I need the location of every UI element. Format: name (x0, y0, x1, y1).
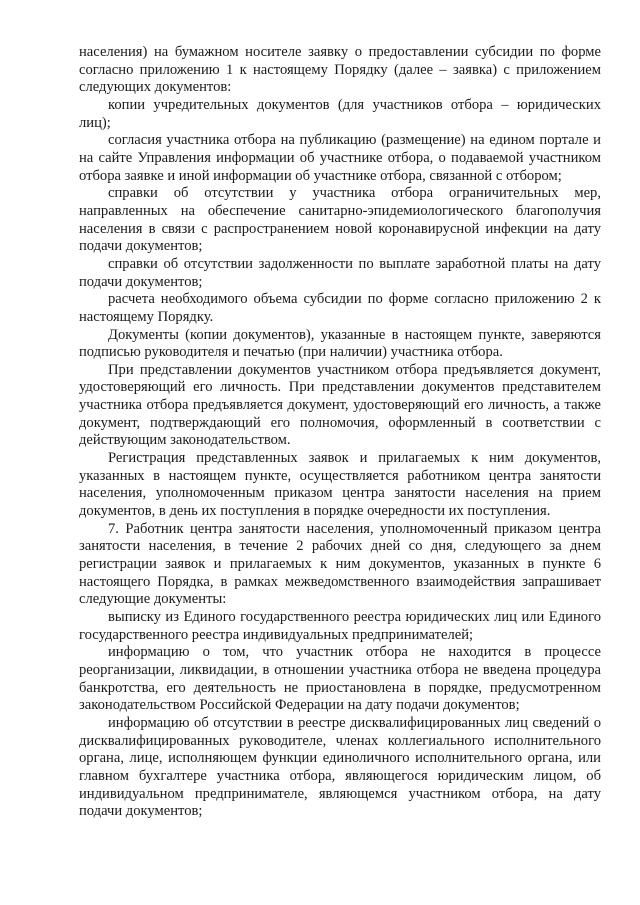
paragraph-12: информацию о том, что участник отбора не находится в процессе реорганизации, ликвидации, в отношении участника отбора не введена процедура банкротства, его деятельность не приостановлена в порядке, предусмотренном законодательством Российской Федерации на дату подачи документов; (79, 644, 601, 714)
paragraph-4: справки об отсутствии у участника отбора ограничительных мер, направленных на обеспечение санитарно-эпидемиологического благополучия населения в связи с распространением новой коронавирусной инфекции на дату подачи документов; (79, 185, 601, 255)
paragraph-8: При представлении документов участником отбора предъявляется документ, удостоверяющий его личность. При представлении документов представителем участника отбора предъявляется документ, удостоверяющий его личность, а также документ, подтверждающий его полномочия, оформленный в соответствии с действующим законодательством. (79, 361, 601, 449)
document-page (79, 44, 601, 821)
paragraph-9: Регистрация представленных заявок и прилагаемых к ним документов, указанных в настоящем пункте, осуществляется работником центра занятости населения, уполномоченным приказом центра занятости населения на прием документов, в день их поступления в порядке очередности их поступления. (79, 450, 601, 520)
paragraph-11: выписку из Единого государственного реестра юридических лиц или Единого государственного реестра индивидуальных предпринимателей; (79, 609, 601, 643)
paragraph-7: Документы (копии документов), указанные в настоящем пункте, заверяются подписью руководителя и печатью (при наличии) участника отбора. (79, 326, 601, 361)
paragraph-1: населения) на бумажном носителе заявку о предоставлении субсидии по форме согласно приложению 1 к настоящему Порядку (далее – заявка) с приложением следующих документов: (79, 44, 601, 96)
paragraph-5: справки об отсутствии задолженности по выплате заработной платы на дату подачи документов; (79, 255, 601, 290)
paragraph-13: информацию об отсутствии в реестре дисквалифицированных лиц сведений о дисквалифицированных руководителе, членах коллегиального исполнительного органа, лице, исполняющем функции единоличного исполнительного органа, или главном бухгалтере участника отбора, являющегося юридическим лицом, об индивидуальном предпринимателе, являющемся участником отбора, на дату подачи документов; (79, 714, 601, 820)
paragraph-3: согласия участника отбора на публикацию (размещение) на едином портале и на сайте Управления информации об участнике отбора, о подаваемой участником отбора заявке и иной информации об участнике отбора, связанной с отбором; (79, 132, 601, 184)
paragraph-10: 7. Работник центра занятости населения, уполномоченный приказом центра занятости населения, в течение 2 рабочих дней со дня, следующего за днем регистрации заявок и прилагаемых к ним документов, указанных в пункте 6 настоящего Порядка, в рамках межведомственного взаимодействия запрашивает следующие документы: (79, 520, 601, 608)
paragraph-6: расчета необходимого объема субсидии по форме согласно приложению 2 к настоящему Порядку. (79, 291, 601, 325)
paragraph-2: копии учредительных документов (для участников отбора – юридических лиц); (79, 96, 601, 131)
